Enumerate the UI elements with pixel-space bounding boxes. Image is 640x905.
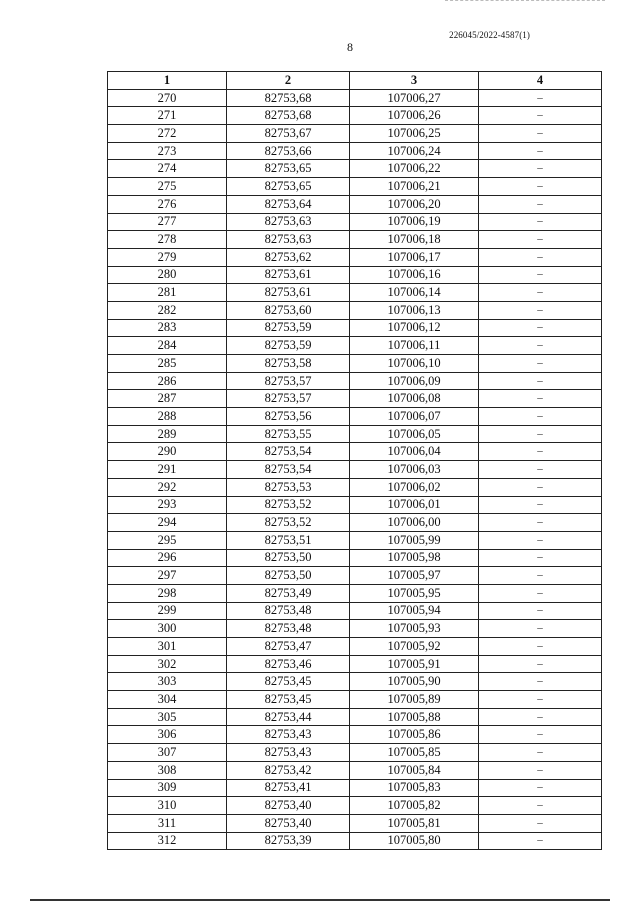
column-4-cell: – [479,231,602,249]
y-coordinate-cell: 107005,98 [350,549,479,567]
x-coordinate-cell: 82753,48 [227,620,350,638]
y-coordinate-cell: 107005,83 [350,779,479,797]
x-coordinate-cell: 82753,54 [227,461,350,479]
x-coordinate-cell: 82753,65 [227,160,350,178]
y-coordinate-cell: 107005,85 [350,744,479,762]
y-coordinate-cell: 107005,86 [350,726,479,744]
table-row [108,691,602,709]
y-coordinate-cell: 107005,84 [350,761,479,779]
table-row [108,531,602,549]
y-coordinate-cell: 107006,08 [350,390,479,408]
bottom-edge-rule [30,899,610,901]
y-coordinate-cell: 107006,26 [350,107,479,125]
y-coordinate-cell: 107005,89 [350,691,479,709]
y-coordinate-cell: 107006,10 [350,355,479,373]
point-number-cell: 304 [108,691,227,709]
point-number-cell: 298 [108,584,227,602]
point-number-cell: 286 [108,372,227,390]
column-4-cell: – [479,142,602,160]
point-number-cell: 283 [108,319,227,337]
point-number-cell: 282 [108,301,227,319]
point-number-cell: 296 [108,549,227,567]
y-coordinate-cell: 107005,88 [350,708,479,726]
y-coordinate-cell: 107006,25 [350,125,479,143]
table-row [108,673,602,691]
x-coordinate-cell: 82753,68 [227,89,350,107]
table-row [108,195,602,213]
point-number-cell: 295 [108,531,227,549]
column-4-cell: – [479,213,602,231]
point-number-cell: 294 [108,514,227,532]
x-coordinate-cell: 82753,67 [227,125,350,143]
table-row [108,461,602,479]
y-coordinate-cell: 107006,01 [350,496,479,514]
table-row [108,337,602,355]
point-number-cell: 279 [108,248,227,266]
point-number-cell: 297 [108,567,227,585]
x-coordinate-cell: 82753,40 [227,814,350,832]
x-coordinate-cell: 82753,45 [227,673,350,691]
point-number-cell: 287 [108,390,227,408]
point-number-cell: 310 [108,797,227,815]
x-coordinate-cell: 82753,42 [227,761,350,779]
column-4-cell: – [479,248,602,266]
column-4-cell: – [479,814,602,832]
column-4-cell: – [479,655,602,673]
table-row [108,178,602,196]
point-number-cell: 278 [108,231,227,249]
x-coordinate-cell: 82753,52 [227,514,350,532]
x-coordinate-cell: 82753,45 [227,691,350,709]
y-coordinate-cell: 107005,93 [350,620,479,638]
y-coordinate-cell: 107006,18 [350,231,479,249]
column-header-4: 4 [479,72,602,90]
column-header-2: 2 [227,72,350,90]
x-coordinate-cell: 82753,59 [227,337,350,355]
x-coordinate-cell: 82753,40 [227,797,350,815]
y-coordinate-cell: 107005,99 [350,531,479,549]
point-number-cell: 309 [108,779,227,797]
column-4-cell: – [479,531,602,549]
table-row [108,107,602,125]
column-4-cell: – [479,691,602,709]
y-coordinate-cell: 107006,20 [350,195,479,213]
x-coordinate-cell: 82753,51 [227,531,350,549]
x-coordinate-cell: 82753,46 [227,655,350,673]
y-coordinate-cell: 107006,05 [350,425,479,443]
column-4-cell: – [479,602,602,620]
table-row [108,372,602,390]
column-4-cell: – [479,195,602,213]
table-row [108,514,602,532]
column-4-cell: – [479,337,602,355]
x-coordinate-cell: 82753,49 [227,584,350,602]
y-coordinate-cell: 107005,90 [350,673,479,691]
point-number-cell: 281 [108,284,227,302]
column-4-cell: – [479,567,602,585]
y-coordinate-cell: 107006,27 [350,89,479,107]
x-coordinate-cell: 82753,47 [227,638,350,656]
point-number-cell: 275 [108,178,227,196]
point-number-cell: 291 [108,461,227,479]
point-number-cell: 274 [108,160,227,178]
column-4-cell: – [479,584,602,602]
table-row [108,638,602,656]
point-number-cell: 277 [108,213,227,231]
point-number-cell: 302 [108,655,227,673]
point-number-cell: 305 [108,708,227,726]
x-coordinate-cell: 82753,44 [227,708,350,726]
x-coordinate-cell: 82753,62 [227,248,350,266]
column-4-cell: – [479,408,602,426]
point-number-cell: 280 [108,266,227,284]
y-coordinate-cell: 107006,00 [350,514,479,532]
column-4-cell: – [479,266,602,284]
x-coordinate-cell: 82753,61 [227,284,350,302]
column-4-cell: – [479,425,602,443]
table-row [108,408,602,426]
point-number-cell: 289 [108,425,227,443]
table-row [108,142,602,160]
column-4-cell: – [479,832,602,850]
table-row [108,726,602,744]
y-coordinate-cell: 107006,13 [350,301,479,319]
table-row [108,425,602,443]
point-number-cell: 290 [108,443,227,461]
table-row [108,319,602,337]
x-coordinate-cell: 82753,50 [227,549,350,567]
column-4-cell: – [479,443,602,461]
point-number-cell: 284 [108,337,227,355]
column-4-cell: – [479,301,602,319]
page-number: 8 [347,40,353,54]
x-coordinate-cell: 82753,63 [227,231,350,249]
x-coordinate-cell: 82753,48 [227,602,350,620]
y-coordinate-cell: 107005,82 [350,797,479,815]
y-coordinate-cell: 107005,91 [350,655,479,673]
column-4-cell: – [479,390,602,408]
x-coordinate-cell: 82753,41 [227,779,350,797]
point-number-cell: 273 [108,142,227,160]
y-coordinate-cell: 107005,80 [350,832,479,850]
point-number-cell: 293 [108,496,227,514]
column-4-cell: – [479,478,602,496]
y-coordinate-cell: 107005,81 [350,814,479,832]
table-row [108,248,602,266]
column-4-cell: – [479,549,602,567]
column-4-cell: – [479,125,602,143]
column-header-1: 1 [108,72,227,90]
column-4-cell: – [479,319,602,337]
column-4-cell: – [479,797,602,815]
point-number-cell: 271 [108,107,227,125]
y-coordinate-cell: 107006,02 [350,478,479,496]
table-body [108,89,602,850]
table-row [108,744,602,762]
column-4-cell: – [479,160,602,178]
point-number-cell: 285 [108,355,227,373]
table-row [108,708,602,726]
column-4-cell: – [479,372,602,390]
table-header-row [108,72,602,90]
table-row [108,284,602,302]
document-id: 226045/2022-4587(1) [449,30,530,40]
y-coordinate-cell: 107006,09 [350,372,479,390]
y-coordinate-cell: 107006,11 [350,337,479,355]
column-4-cell: – [479,461,602,479]
y-coordinate-cell: 107005,95 [350,584,479,602]
point-number-cell: 306 [108,726,227,744]
y-coordinate-cell: 107006,07 [350,408,479,426]
x-coordinate-cell: 82753,61 [227,266,350,284]
column-4-cell: – [479,514,602,532]
table-row [108,602,602,620]
point-number-cell: 276 [108,195,227,213]
column-4-cell: – [479,673,602,691]
x-coordinate-cell: 82753,56 [227,408,350,426]
y-coordinate-cell: 107006,16 [350,266,479,284]
table-row [108,125,602,143]
x-coordinate-cell: 82753,64 [227,195,350,213]
y-coordinate-cell: 107006,12 [350,319,479,337]
column-4-cell: – [479,620,602,638]
point-number-cell: 308 [108,761,227,779]
y-coordinate-cell: 107006,22 [350,160,479,178]
x-coordinate-cell: 82753,58 [227,355,350,373]
x-coordinate-cell: 82753,57 [227,372,350,390]
table-row [108,266,602,284]
point-number-cell: 288 [108,408,227,426]
x-coordinate-cell: 82753,52 [227,496,350,514]
table-row [108,620,602,638]
y-coordinate-cell: 107006,03 [350,461,479,479]
column-4-cell: – [479,744,602,762]
table-row [108,549,602,567]
point-number-cell: 270 [108,89,227,107]
x-coordinate-cell: 82753,65 [227,178,350,196]
table-row [108,779,602,797]
column-header-3: 3 [350,72,479,90]
column-4-cell: – [479,107,602,125]
point-number-cell: 299 [108,602,227,620]
point-number-cell: 312 [108,832,227,850]
x-coordinate-cell: 82753,59 [227,319,350,337]
x-coordinate-cell: 82753,57 [227,390,350,408]
x-coordinate-cell: 82753,63 [227,213,350,231]
point-number-cell: 292 [108,478,227,496]
table-row [108,390,602,408]
x-coordinate-cell: 82753,39 [227,832,350,850]
coordinates-table [107,71,602,850]
column-4-cell: – [479,89,602,107]
column-4-cell: – [479,284,602,302]
y-coordinate-cell: 107006,14 [350,284,479,302]
table-row [108,355,602,373]
x-coordinate-cell: 82753,53 [227,478,350,496]
table-row [108,797,602,815]
x-coordinate-cell: 82753,60 [227,301,350,319]
point-number-cell: 301 [108,638,227,656]
table-row [108,213,602,231]
table-row [108,496,602,514]
table-row [108,478,602,496]
table-row [108,443,602,461]
table-row [108,231,602,249]
column-4-cell: – [479,726,602,744]
y-coordinate-cell: 107006,17 [350,248,479,266]
y-coordinate-cell: 107006,19 [350,213,479,231]
x-coordinate-cell: 82753,55 [227,425,350,443]
table-row [108,567,602,585]
y-coordinate-cell: 107005,92 [350,638,479,656]
column-4-cell: – [479,779,602,797]
table-row [108,655,602,673]
x-coordinate-cell: 82753,43 [227,726,350,744]
x-coordinate-cell: 82753,43 [227,744,350,762]
table-row [108,761,602,779]
table-row [108,301,602,319]
table-row [108,814,602,832]
y-coordinate-cell: 107005,94 [350,602,479,620]
x-coordinate-cell: 82753,54 [227,443,350,461]
y-coordinate-cell: 107006,21 [350,178,479,196]
table-row [108,89,602,107]
table-row [108,832,602,850]
y-coordinate-cell: 107006,04 [350,443,479,461]
y-coordinate-cell: 107005,97 [350,567,479,585]
column-4-cell: – [479,355,602,373]
point-number-cell: 300 [108,620,227,638]
column-4-cell: – [479,496,602,514]
y-coordinate-cell: 107006,24 [350,142,479,160]
column-4-cell: – [479,708,602,726]
point-number-cell: 272 [108,125,227,143]
x-coordinate-cell: 82753,68 [227,107,350,125]
column-4-cell: – [479,178,602,196]
top-edge-rule [445,0,605,1]
point-number-cell: 307 [108,744,227,762]
column-4-cell: – [479,638,602,656]
column-4-cell: – [479,761,602,779]
table-row [108,584,602,602]
x-coordinate-cell: 82753,50 [227,567,350,585]
table-row [108,160,602,178]
point-number-cell: 303 [108,673,227,691]
x-coordinate-cell: 82753,66 [227,142,350,160]
point-number-cell: 311 [108,814,227,832]
